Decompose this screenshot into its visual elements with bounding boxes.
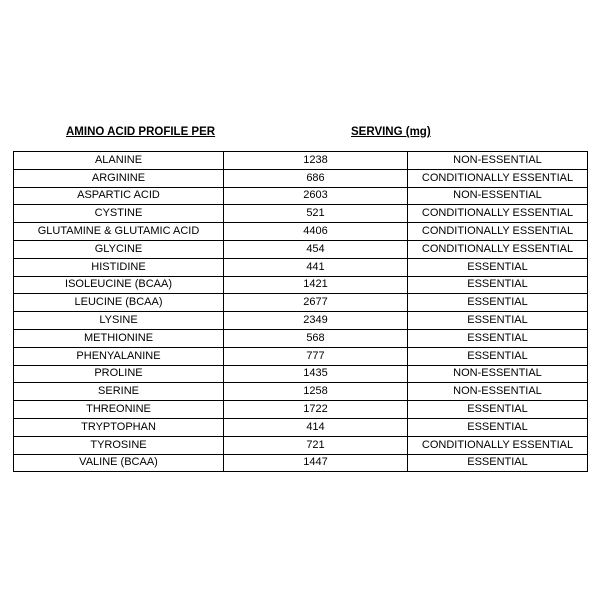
classification-cell: ESSENTIAL [408, 312, 588, 330]
amount-mg-cell: 414 [224, 418, 408, 436]
amino-acid-name-cell: LYSINE [14, 312, 224, 330]
amount-mg-cell: 1447 [224, 454, 408, 472]
classification-cell: CONDITIONALLY ESSENTIAL [408, 436, 588, 454]
table-row [14, 223, 588, 241]
classification-cell: NON-ESSENTIAL [408, 152, 588, 170]
amino-acid-name-cell: ASPARTIC ACID [14, 187, 224, 205]
table-row [14, 294, 588, 312]
amount-mg-cell: 454 [224, 240, 408, 258]
amino-acid-name-cell: TYROSINE [14, 436, 224, 454]
classification-cell: CONDITIONALLY ESSENTIAL [408, 205, 588, 223]
amount-mg-cell: 521 [224, 205, 408, 223]
amount-mg-cell: 1238 [224, 152, 408, 170]
classification-cell: ESSENTIAL [408, 454, 588, 472]
table-row [14, 418, 588, 436]
table-row [14, 401, 588, 419]
amount-mg-cell: 777 [224, 347, 408, 365]
table-row [14, 169, 588, 187]
classification-cell: NON-ESSENTIAL [408, 187, 588, 205]
table-row [14, 347, 588, 365]
amino-acid-table [13, 151, 588, 472]
amount-mg-cell: 1421 [224, 276, 408, 294]
classification-cell: ESSENTIAL [408, 258, 588, 276]
amount-mg-cell: 1435 [224, 365, 408, 383]
amino-acid-name-cell: SERINE [14, 383, 224, 401]
table-row [14, 436, 588, 454]
table-row [14, 205, 588, 223]
amino-acid-name-cell: HISTIDINE [14, 258, 224, 276]
classification-cell: CONDITIONALLY ESSENTIAL [408, 169, 588, 187]
table-row [14, 187, 588, 205]
amino-acid-name-cell: ARGININE [14, 169, 224, 187]
table-row [14, 329, 588, 347]
amount-mg-cell: 2603 [224, 187, 408, 205]
table-row [14, 258, 588, 276]
classification-cell: ESSENTIAL [408, 347, 588, 365]
table-row [14, 365, 588, 383]
classification-cell: ESSENTIAL [408, 418, 588, 436]
amino-acid-name-cell: ALANINE [14, 152, 224, 170]
amount-mg-cell: 721 [224, 436, 408, 454]
amino-acid-name-cell: PHENYALANINE [14, 347, 224, 365]
amino-acid-name-cell: LEUCINE (BCAA) [14, 294, 224, 312]
table-heading-right: SERVING (mg) [351, 126, 431, 138]
classification-cell: ESSENTIAL [408, 276, 588, 294]
table-row [14, 152, 588, 170]
amount-mg-cell: 1258 [224, 383, 408, 401]
amount-mg-cell: 2677 [224, 294, 408, 312]
amino-acid-name-cell: GLYCINE [14, 240, 224, 258]
amino-acid-name-cell: THREONINE [14, 401, 224, 419]
amino-acid-name-cell: GLUTAMINE & GLUTAMIC ACID [14, 223, 224, 241]
amino-acid-name-cell: CYSTINE [14, 205, 224, 223]
amino-acid-name-cell: PROLINE [14, 365, 224, 383]
table-row [14, 454, 588, 472]
amount-mg-cell: 441 [224, 258, 408, 276]
amount-mg-cell: 4406 [224, 223, 408, 241]
amount-mg-cell: 2349 [224, 312, 408, 330]
amino-acid-name-cell: VALINE (BCAA) [14, 454, 224, 472]
table-row [14, 312, 588, 330]
classification-cell: CONDITIONALLY ESSENTIAL [408, 240, 588, 258]
classification-cell: CONDITIONALLY ESSENTIAL [408, 223, 588, 241]
amount-mg-cell: 1722 [224, 401, 408, 419]
amino-acid-name-cell: TRYPTOPHAN [14, 418, 224, 436]
table-row [14, 276, 588, 294]
amount-mg-cell: 568 [224, 329, 408, 347]
classification-cell: ESSENTIAL [408, 294, 588, 312]
classification-cell: ESSENTIAL [408, 329, 588, 347]
classification-cell: NON-ESSENTIAL [408, 365, 588, 383]
classification-cell: NON-ESSENTIAL [408, 383, 588, 401]
table-row [14, 383, 588, 401]
table-heading-left: AMINO ACID PROFILE PER [66, 126, 216, 138]
table-row [14, 240, 588, 258]
amount-mg-cell: 686 [224, 169, 408, 187]
classification-cell: ESSENTIAL [408, 401, 588, 419]
amino-acid-name-cell: METHIONINE [14, 329, 224, 347]
amino-acid-table-body [14, 152, 588, 472]
amino-acid-name-cell: ISOLEUCINE (BCAA) [14, 276, 224, 294]
